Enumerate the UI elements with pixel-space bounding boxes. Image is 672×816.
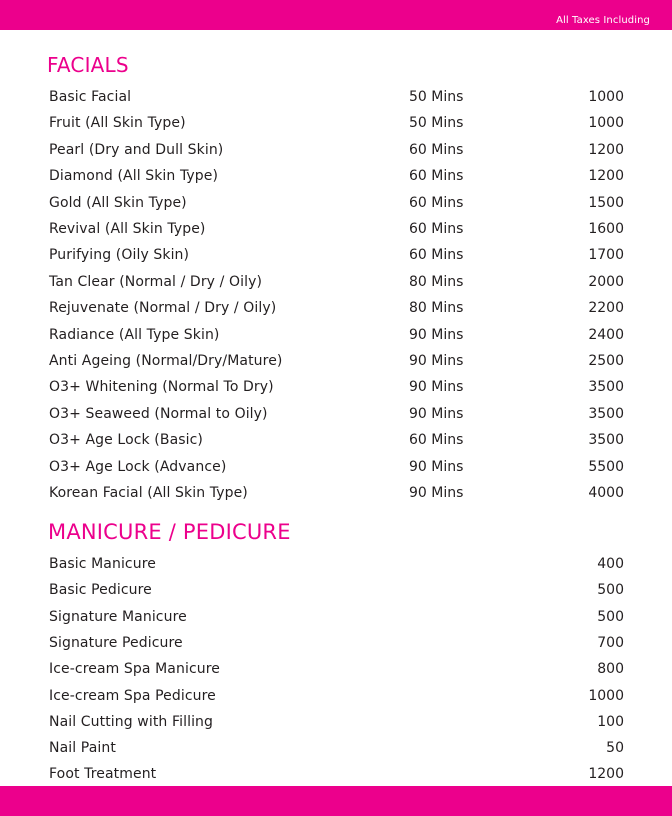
service-price: 800 bbox=[597, 661, 624, 678]
price-list-row bbox=[0, 269, 672, 295]
service-price: 1700 bbox=[588, 247, 624, 264]
service-duration: 80 Mins bbox=[409, 300, 464, 317]
service-price: 500 bbox=[597, 608, 624, 625]
service-name: Pearl (Dry and Dull Skin) bbox=[49, 141, 224, 158]
price-list-row bbox=[0, 295, 672, 321]
service-duration: 90 Mins bbox=[409, 458, 464, 475]
service-duration: 50 Mins bbox=[409, 89, 464, 105]
service-duration: 60 Mins bbox=[409, 194, 464, 211]
price-list-row bbox=[0, 551, 672, 577]
service-name: O3+ Whitening (Normal To Dry) bbox=[49, 379, 274, 396]
tax-note: All Taxes Including bbox=[556, 15, 650, 26]
service-name: Signature Manicure bbox=[49, 608, 187, 625]
service-name: Foot Treatment bbox=[49, 766, 157, 783]
service-duration: 90 Mins bbox=[409, 353, 464, 369]
price-list-row bbox=[0, 84, 672, 110]
service-name: Signature Pedicure bbox=[49, 634, 183, 651]
service-price: 500 bbox=[597, 582, 624, 599]
price-list-row bbox=[0, 190, 672, 216]
service-name: Basic Pedicure bbox=[49, 582, 152, 599]
service-name: Gold (All Skin Type) bbox=[49, 194, 187, 211]
service-name: Revival (All Skin Type) bbox=[49, 221, 206, 237]
service-name: Diamond (All Skin Type) bbox=[49, 168, 219, 185]
facials-section-title: FACIALS bbox=[47, 53, 129, 77]
service-price: 3500 bbox=[588, 405, 624, 422]
service-name: Fruit (All Skin Type) bbox=[49, 115, 186, 132]
service-price: 1600 bbox=[588, 221, 624, 237]
service-price: 1000 bbox=[588, 89, 624, 105]
top-banner bbox=[0, 0, 672, 30]
service-duration: 90 Mins bbox=[409, 326, 464, 343]
service-duration: 60 Mins bbox=[409, 141, 464, 158]
price-list-row bbox=[0, 656, 672, 682]
service-name: Basic Manicure bbox=[49, 556, 156, 572]
service-name: Rejuvenate (Normal / Dry / Oily) bbox=[49, 300, 277, 317]
price-list-row bbox=[0, 630, 672, 656]
price-list-row bbox=[0, 427, 672, 453]
service-duration: 80 Mins bbox=[409, 273, 464, 290]
service-name: Basic Facial bbox=[49, 89, 132, 105]
bottom-banner bbox=[0, 786, 672, 816]
price-list-row bbox=[0, 604, 672, 630]
service-duration: 60 Mins bbox=[409, 432, 464, 449]
service-duration: 90 Mins bbox=[409, 485, 464, 501]
service-duration: 50 Mins bbox=[409, 115, 464, 132]
price-list-row bbox=[0, 401, 672, 427]
service-name: O3+ Seaweed (Normal to Oily) bbox=[49, 405, 268, 422]
service-duration: 90 Mins bbox=[409, 379, 464, 396]
service-price: 2000 bbox=[588, 273, 624, 290]
service-duration: 60 Mins bbox=[409, 221, 464, 237]
service-name: Tan Clear (Normal / Dry / Oily) bbox=[49, 273, 263, 290]
price-list-row bbox=[0, 709, 672, 735]
service-duration: 60 Mins bbox=[409, 247, 464, 264]
service-duration: 60 Mins bbox=[409, 168, 464, 185]
price-list-row bbox=[0, 761, 672, 787]
service-price: 2400 bbox=[588, 326, 624, 343]
service-price: 50 bbox=[606, 740, 624, 757]
service-name: Ice-cream Spa Manicure bbox=[49, 661, 220, 678]
price-list-row bbox=[0, 242, 672, 268]
service-price: 2500 bbox=[588, 353, 624, 369]
service-price: 3500 bbox=[588, 432, 624, 449]
price-list-row bbox=[0, 577, 672, 603]
price-list-row bbox=[0, 163, 672, 189]
price-list-row bbox=[0, 480, 672, 506]
price-list-row bbox=[0, 735, 672, 761]
service-price: 1200 bbox=[588, 766, 624, 783]
service-name: Nail Cutting with Filling bbox=[49, 713, 214, 730]
service-price: 400 bbox=[597, 556, 624, 572]
price-list-row bbox=[0, 216, 672, 242]
price-list-row bbox=[0, 683, 672, 709]
price-list-row bbox=[0, 137, 672, 163]
service-name: Radiance (All Type Skin) bbox=[49, 326, 220, 343]
service-name: Ice-cream Spa Pedicure bbox=[49, 687, 216, 704]
price-list-row bbox=[0, 322, 672, 348]
service-price: 3500 bbox=[588, 379, 624, 396]
service-price: 2200 bbox=[588, 300, 624, 317]
service-price: 1200 bbox=[588, 168, 624, 185]
service-name: Purifying (Oily Skin) bbox=[49, 247, 190, 264]
service-price: 4000 bbox=[588, 485, 624, 501]
service-name: O3+ Age Lock (Basic) bbox=[49, 432, 203, 449]
service-price: 1000 bbox=[588, 687, 624, 704]
service-duration: 90 Mins bbox=[409, 405, 464, 422]
service-price: 100 bbox=[597, 713, 624, 730]
service-name: Korean Facial (All Skin Type) bbox=[49, 485, 248, 501]
service-price: 5500 bbox=[588, 458, 624, 475]
service-price: 1200 bbox=[588, 141, 624, 158]
price-list-row bbox=[0, 454, 672, 480]
service-name: Anti Ageing (Normal/Dry/Mature) bbox=[49, 353, 283, 369]
service-price: 1000 bbox=[588, 115, 624, 132]
manicure-pedicure-section-title: MANICURE / PEDICURE bbox=[48, 520, 291, 544]
service-name: O3+ Age Lock (Advance) bbox=[49, 458, 227, 475]
price-list-row bbox=[0, 110, 672, 136]
service-name: Nail Paint bbox=[49, 740, 116, 757]
service-price: 700 bbox=[597, 634, 624, 651]
service-price: 1500 bbox=[588, 194, 624, 211]
price-list-row bbox=[0, 374, 672, 400]
price-list-row bbox=[0, 348, 672, 374]
